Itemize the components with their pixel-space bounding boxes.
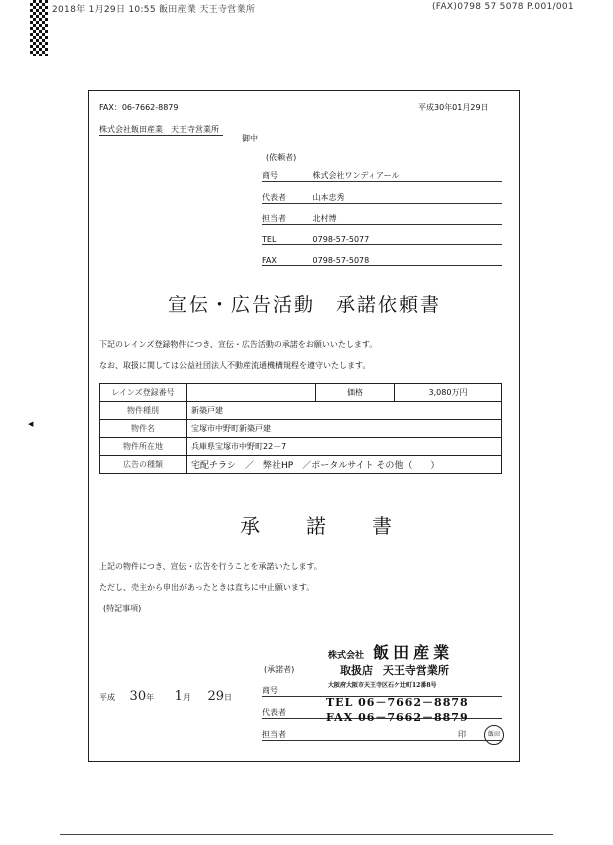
special-notes-label: (特記事項) [103,604,142,613]
row-label: 広告の種類 [100,456,187,474]
row-value: 宅配チラシ ／ 弊社HP ／ポータルサイト その他（ ） [187,456,502,474]
reins-label: レインズ登録番号 [100,384,187,402]
property-table [99,383,502,474]
month-unit: 月 [182,693,191,702]
reins-value [187,384,316,402]
table-row [100,438,502,456]
letter-date: 平成30年01月29日 [418,103,489,112]
stamp-branch-prefix: 取扱店 [340,664,373,677]
stamp-tel: TEL 06－7662－8878 [326,696,469,709]
table-row [100,384,502,402]
requester-field-label: 代表者 [262,193,286,202]
table-row [100,456,502,474]
company-seal: 飯田 [484,725,504,745]
price-label: 価格 [316,384,395,402]
requester-field-label: TEL [262,235,277,244]
grantor-field-label: 代表者 [262,708,286,717]
stamp-company-prefix: 株式会社 [328,651,365,661]
row-value: 宝塚市中野町新築戸建 [187,420,502,438]
table-row [100,420,502,438]
consent-line-1: 上記の物件につき、宣伝・広告を行うことを承諾いたします。 [99,562,322,571]
requester-rep-row [262,192,502,204]
fax-marker-pattern [30,0,48,56]
fax-to: FAX：06-7662-8879 [99,103,179,112]
seal-char: 印 [458,730,466,739]
requester-field-label: 担当者 [262,214,286,223]
fax-header-left: 2018年 1月29日 10:55 飯田産業 天王寺営業所 [52,5,256,15]
stamp-fax: FAX 06－7662－8879 [326,711,469,724]
consent-title: 承 諾 書 [240,514,394,538]
body-line-2: なお、取扱に関しては公益社団法人不動産流通機構規程を遵守いたします。 [99,361,371,370]
table-row [100,402,502,420]
row-label: 物件所在地 [100,438,187,456]
day-unit: 日 [224,693,233,702]
month-handwritten: 1 [174,689,183,704]
requester-label: (依頼者) [266,153,297,162]
row-value: 兵庫県宝塚市中野町22－7 [187,438,502,456]
stamp-company-line [328,640,453,663]
day-handwritten: 29 [207,689,225,704]
row-label: 物件名 [100,420,187,438]
grantor-field-label: 商号 [262,686,278,695]
requester-field-value: 山本忠秀 [312,193,345,202]
recipient: 株式会社飯田産業 天王寺営業所 [99,124,223,136]
requester-contact-row [262,213,502,225]
requester-field-value: 北村博 [312,214,337,223]
requester-field-value: 0798-57-5077 [312,235,370,244]
fax-header-right: (FAX)0798 57 5078 P.001/001 [432,2,574,12]
row-value: 新築戸建 [187,402,502,420]
punch-mark-icon: ◀ [28,420,34,428]
grantor-label: (承諾者) [264,665,295,674]
year-handwritten: 30 [129,689,147,704]
stamp-company-name: 飯田産業 [373,643,454,662]
requester-field-label: FAX [262,256,277,265]
document-title: 宣伝・広告活動 承諾依頼書 [168,294,442,316]
stamp-address: 大阪府大阪市天王寺区石ケ辻町12番8号 [328,682,437,689]
requester-field-label: 商号 [262,171,278,180]
recipient-suffix: 御中 [242,134,258,143]
body-line-1: 下記のレインズ登録物件につき、宣伝・広告活動の承諾をお願いいたします。 [99,340,378,349]
consent-date [99,689,232,704]
era-label: 平成 [99,693,115,702]
stamp-branch-line [340,662,449,678]
requester-tel-row [262,235,502,245]
page-bottom-rule [60,834,553,835]
stamp-branch-name: 天王寺営業所 [382,664,449,677]
requester-field-value: 株式会社ワンディアール [312,171,400,180]
requester-fax-row [262,256,502,266]
requester-field-value: 0798-57-5078 [312,256,370,265]
grantor-contact-row [262,729,502,741]
price-value: 3,080万円 [395,384,502,402]
consent-line-2: ただし、売主から申出があったときは直ちに中止願います。 [99,583,315,592]
year-unit: 年 [146,693,155,702]
row-label: 物件種別 [100,402,187,420]
grantor-field-label: 担当者 [262,730,286,739]
requester-name-row [262,170,502,182]
